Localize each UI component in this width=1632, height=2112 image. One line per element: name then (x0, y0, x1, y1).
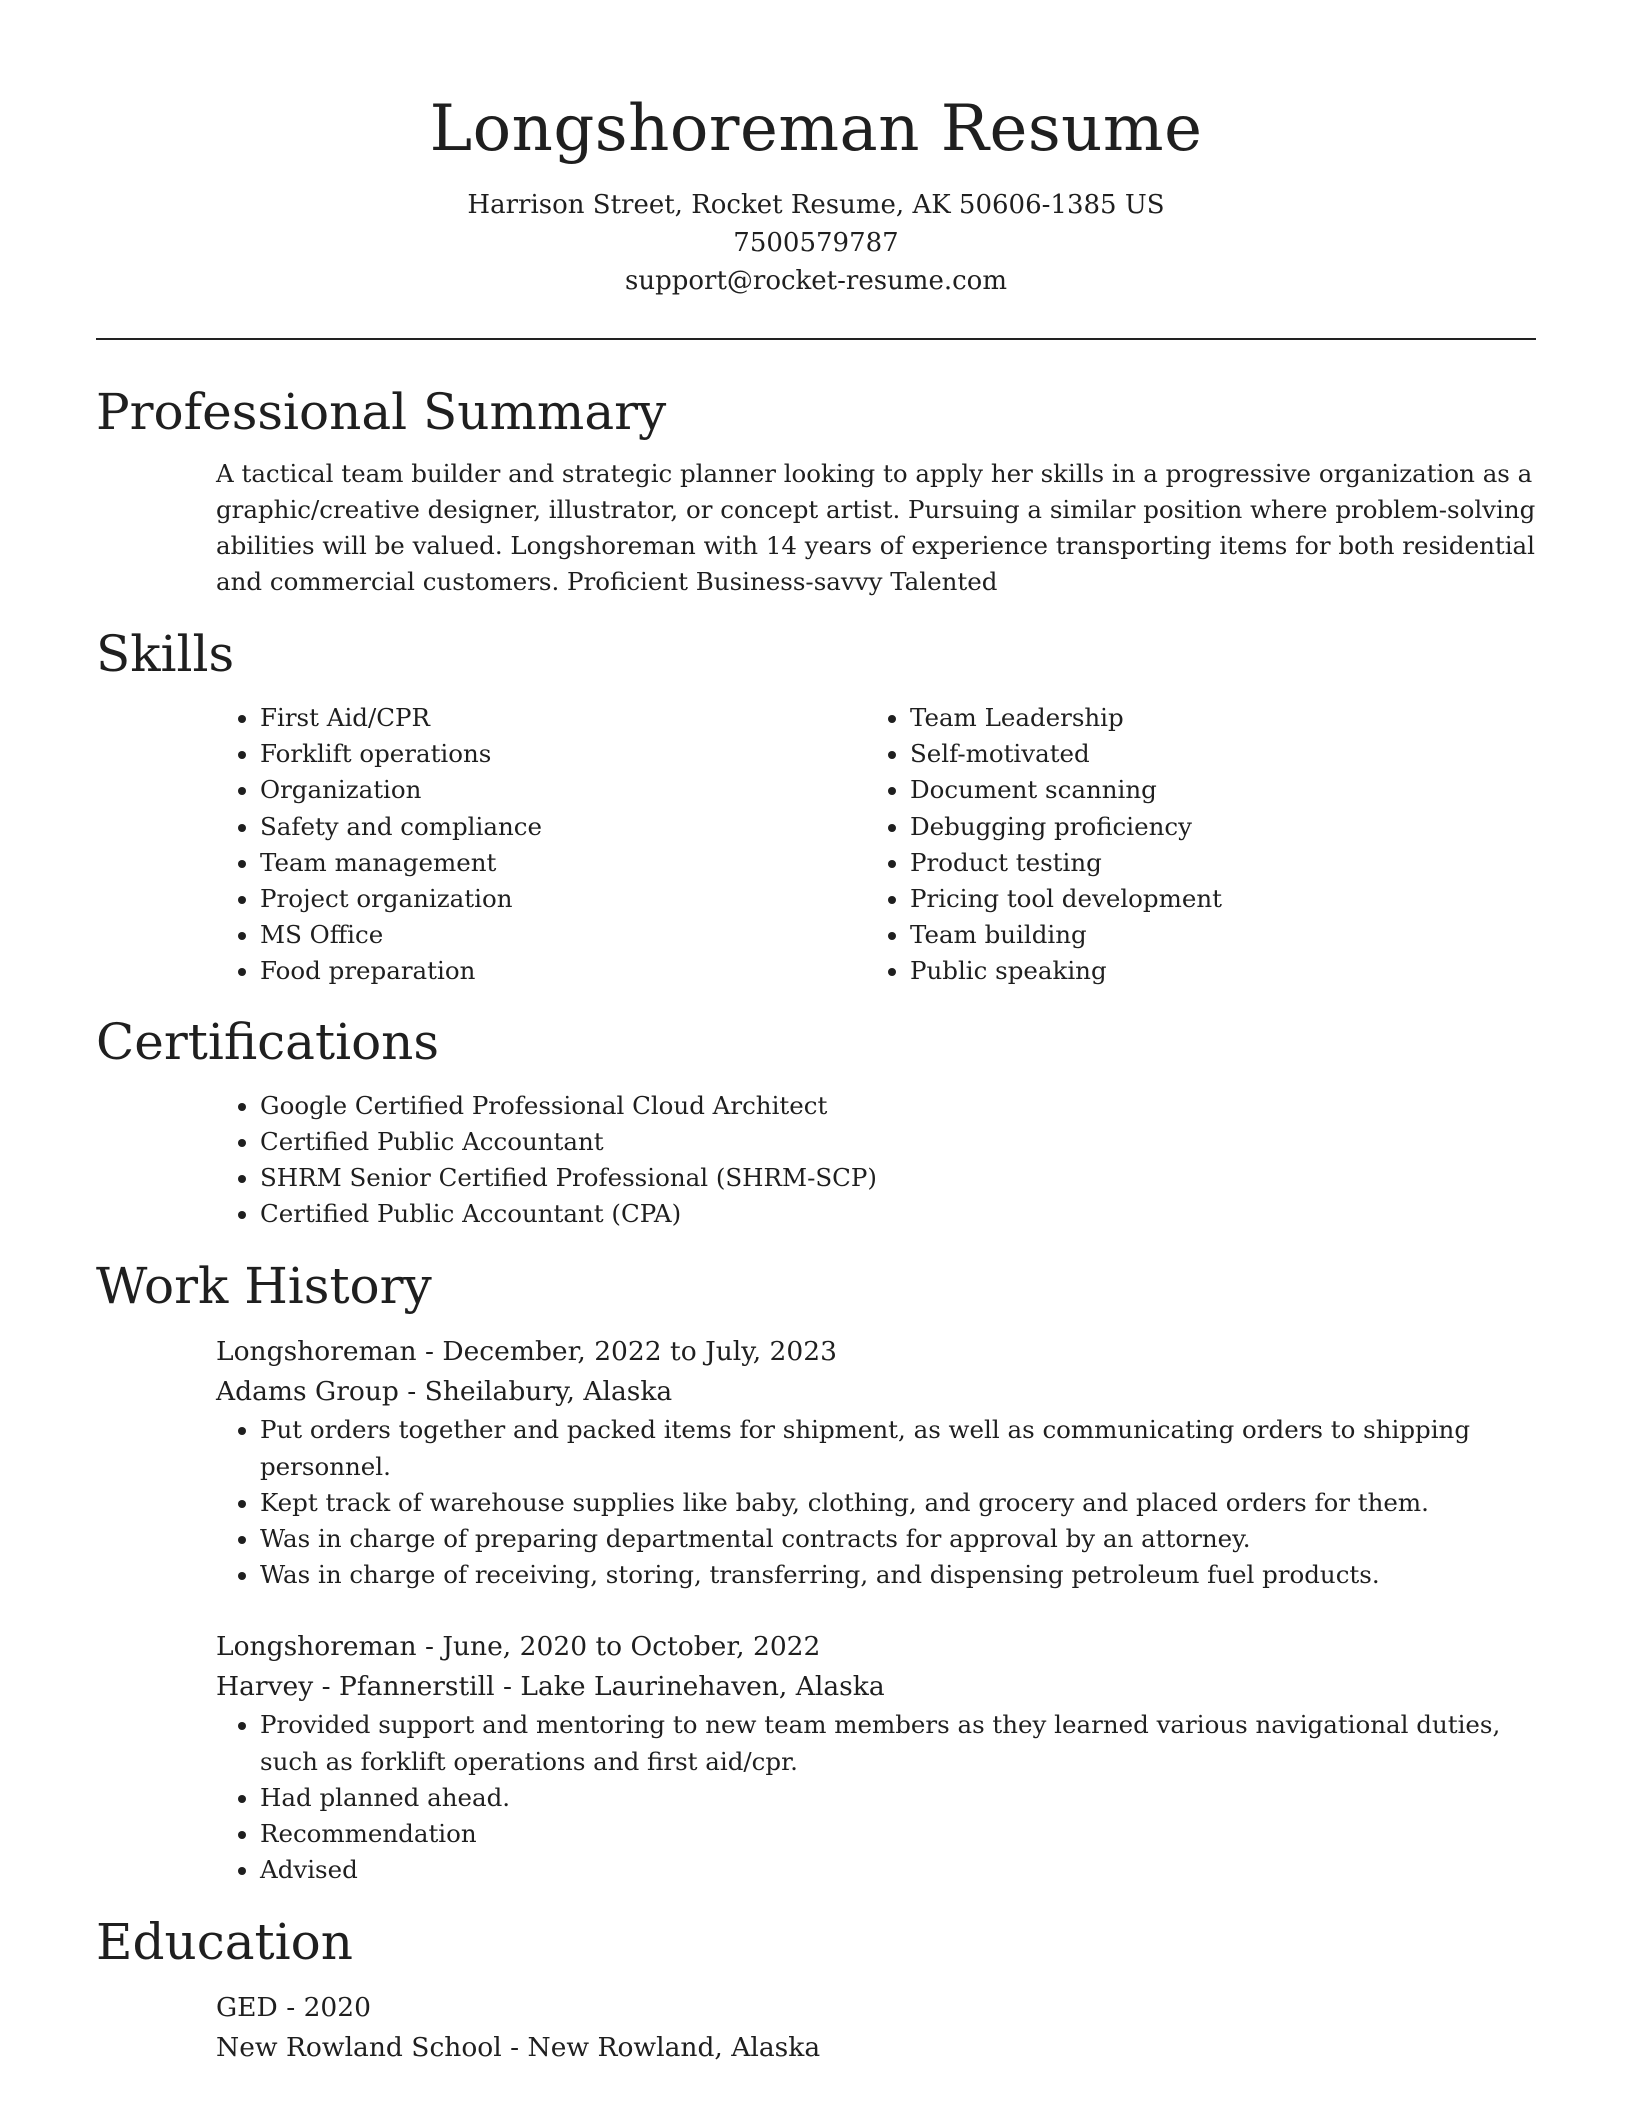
certification-item: • Certified Public Accountant (260, 1124, 1536, 1160)
education-degree-line (216, 1988, 1536, 2028)
job-entry (216, 1627, 1536, 1888)
header-divider (96, 338, 1536, 340)
skill-item: • Pricing tool development (910, 881, 1516, 917)
job-bullet: • Advised (260, 1852, 1536, 1888)
job-role: Longshoreman (216, 1336, 417, 1368)
job-entry (216, 1332, 1536, 1593)
job-role: Longshoreman (216, 1631, 417, 1663)
skill-item: • Organization (260, 772, 866, 808)
skill-item: • Team management (260, 845, 866, 881)
resume-page (96, 0, 1536, 2068)
skill-item: • Forklift operations (260, 736, 866, 772)
job-dates: - June, 2020 to October, 2022 (416, 1631, 821, 1663)
education-year: - 2020 (277, 1992, 372, 2024)
summary-section (216, 456, 1536, 600)
job-title-line (216, 1627, 1536, 1667)
education-school: New Rowland School (216, 2032, 502, 2064)
resume-name: Longshoreman Resume (429, 92, 1203, 166)
job-company-line (216, 1667, 1536, 1707)
skill-item: • Team Leadership (910, 700, 1516, 736)
summary-heading: Professional Summary (96, 383, 667, 441)
job-location: - Lake Laurinehaven, Alaska (494, 1671, 885, 1703)
job-title-line (216, 1332, 1536, 1372)
education-degree: GED (216, 1992, 278, 2024)
skill-item: • Team building (910, 917, 1516, 953)
education-section (216, 1988, 1536, 2068)
job-bullet: • Had planned ahead. (260, 1780, 1536, 1816)
certification-item: • SHRM Senior Certified Professional (SHRM-SCP) (260, 1160, 1536, 1196)
job-bullet: • Recommendation (260, 1816, 1536, 1852)
resume-header (96, 0, 1536, 300)
job-company: Harvey - Pfannerstill (216, 1671, 495, 1703)
job-bullets (216, 1707, 1536, 1888)
skill-item: • MS Office (260, 917, 866, 953)
certification-item: • Google Certified Professional Cloud Architect (260, 1088, 1536, 1124)
skills-column-right (866, 700, 1516, 990)
skill-item: • Project organization (260, 881, 866, 917)
skill-item: • Debugging proficiency (910, 809, 1516, 845)
education-location: - New Rowland, Alaska (501, 2032, 821, 2064)
summary-text: A tactical team builder and strategic planner looking to apply her skills in a progressive organization as a graphic/creative designer, illustrator, or concept artist. Pursuing a similar position where problem-solving abilities will be valued. Longshoreman with 14 years of experience transporting items for both residential and commercial customers. Proficient Business-savvy Talented (216, 459, 1536, 596)
education-school-line (216, 2028, 1536, 2068)
skill-item: • Self-motivated (910, 736, 1516, 772)
skill-item: • Food preparation (260, 953, 866, 989)
contact-address: Harrison Street, Rocket Resume, AK 50606-1385 US (467, 190, 1165, 220)
job-company-line (216, 1372, 1536, 1412)
certifications-section (216, 1088, 1536, 1233)
skills-section (216, 700, 1536, 990)
job-bullet: • Provided support and mentoring to new team members as they learned various navigational duties, such as forklift operations and first aid/cpr. (260, 1707, 1536, 1779)
skills-heading: Skills (96, 625, 235, 683)
job-dates: - December, 2022 to July, 2023 (416, 1336, 837, 1368)
skill-item: • Product testing (910, 845, 1516, 881)
work-history-heading: Work History (96, 1257, 432, 1316)
contact-phone: 7500579787 (733, 228, 899, 258)
job-bullet: • Kept track of warehouse supplies like baby, clothing, and grocery and placed orders for them. (260, 1485, 1536, 1521)
job-bullet: • Was in charge of receiving, storing, transferring, and dispensing petroleum fuel products. (260, 1557, 1536, 1593)
skills-column-left (216, 700, 866, 990)
education-heading: Education (96, 1913, 353, 1972)
skill-item: • Public speaking (910, 953, 1516, 989)
job-company: Adams Group (216, 1376, 399, 1408)
job-bullet: • Put orders together and packed items for shipment, as well as communicating orders to shipping personnel. (260, 1412, 1536, 1484)
certifications-heading: Certifications (96, 1012, 440, 1071)
skill-item: • First Aid/CPR (260, 700, 866, 736)
skill-item: • Safety and compliance (260, 809, 866, 845)
job-location: - Sheilabury, Alaska (398, 1376, 673, 1408)
job-bullet: • Was in charge of preparing departmental contracts for approval by an attorney. (260, 1521, 1536, 1557)
job-bullets (216, 1412, 1536, 1593)
certification-item: • Certified Public Accountant (CPA) (260, 1196, 1536, 1232)
work-history-section (216, 1332, 1536, 1888)
skill-item: • Document scanning (910, 772, 1516, 808)
contact-email: support@rocket-resume.com (624, 266, 1007, 296)
